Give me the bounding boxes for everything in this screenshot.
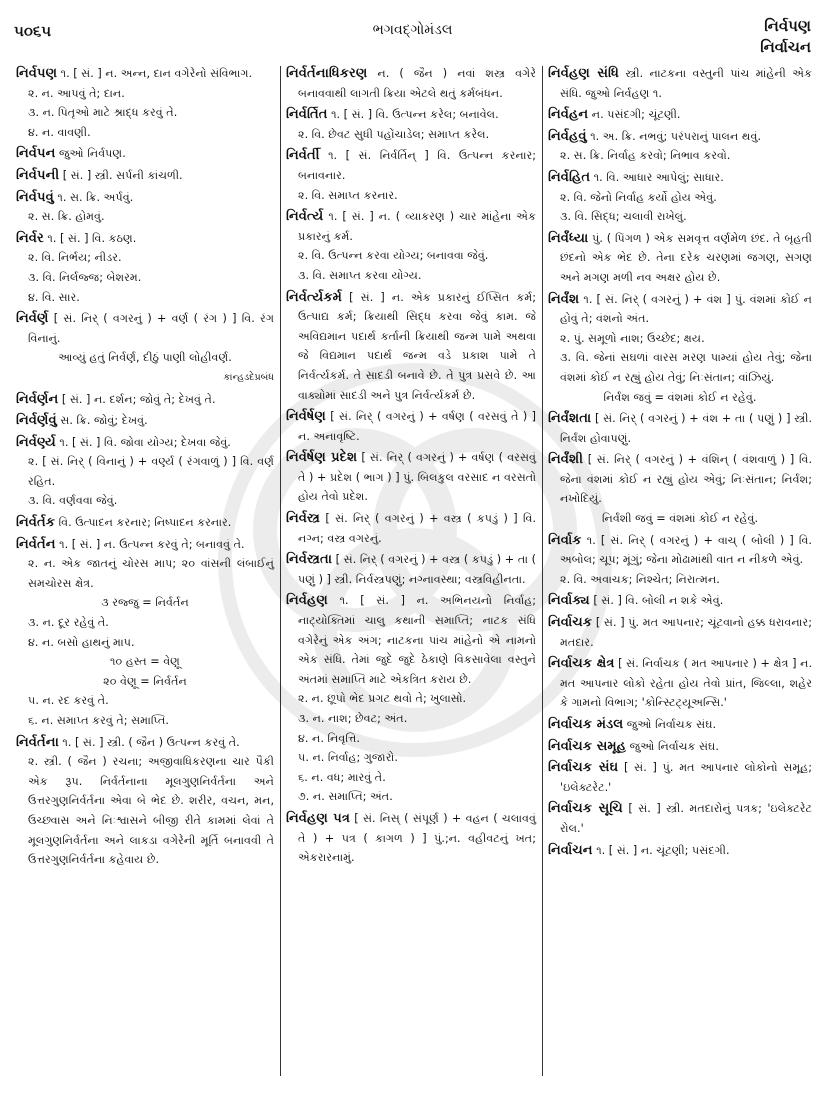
entry-first-line — [548, 613, 812, 652]
entry-definition: ૧. [ સં. નિર્ ( વગરનું ) + વંશ ] પું. વંશમાં કોઈ ન હોવું તે; વંશનો અંત. — [560, 292, 812, 326]
entry-first-line — [548, 715, 812, 735]
entry-headword: નિર્વસ્ત્રતા — [286, 552, 332, 568]
dictionary-entry — [16, 64, 274, 142]
entry-definition: ૧. [ સં. ] ન. ઉત્પન્ન કરવું તે; બનાવવું તે. — [59, 537, 245, 551]
entry-definition: [ સં. નિર્ ( વગરનું ) + વર્ષણ ( વરસવું તે ) + પ્રદેશ ( ભાગ ) ] પું. બિલકુલ વરસાદ ન વરસતો હોય તેવો પ્રદેશ. — [298, 451, 536, 504]
entry-headword: નિર્વાચન — [548, 842, 593, 858]
entry-sense: ૨. સ્ત્રી. ( જૈન ) રચના; અજીવાધિકરણના ચાર પૈકી એક રૂપ. નિર્વર્તનાના મૂલગુણનિર્વર્તના અને ઉત્તરગુણનિર્વર્તના એવા બે ભેદ છે. શરીર, વચન, મન, ઉચ્છ્વાસ અને નિઃશ્વાસને બીજી રીતે કામમાં લેવાં તે મૂલગુણનિર્વર્તના અને લાકડા વગેરેની મૂર્તિ બનાવવી તે ઉત્તરગુણનિર્વર્તના કહેવાય છે. — [28, 755, 274, 867]
entry-sense: ૨. વિ. છેવટ સુધી પહોંચાડેલ; સમાપ્ત કરેલ. — [298, 127, 490, 141]
entry-sense: ૩. ન. નાશ; છેવટ; અંત. — [298, 712, 408, 725]
entry-definition: [ સં. નિર્ ( વગરનું ) + વસ્ત્ર ( કપડું ) + તા ( પણું ) ] સ્ત્રી. નિર્વસ્ત્રપણું; નગ્નાવસ્થા; વસ્ત્રવિહીનતા. — [298, 553, 536, 586]
entry-first-line — [16, 535, 274, 555]
entry-headword: નિર્વંધ્યા — [548, 230, 589, 246]
entry-first-line — [548, 105, 812, 125]
entry-headword: નિર્વપન — [16, 146, 56, 162]
entry-definition: ૧. [ સં. નિર્ ( વગરનું ) + વાચ્ ( બોલી ) ] વિ. અબોલ; ચૂપ; મૂંગું; જેના મોઢામાંથી વાત ન નીકળે એવું. — [560, 533, 812, 567]
entry-headword: નિર્વર્તના — [16, 734, 59, 750]
entry-sense: ૩. ન. પિતૃઓ માટે શ્રાદ્ધ કરવું તે. — [28, 106, 178, 120]
entry-definition: જુઓ નિર્વાચક સંઘ. — [626, 718, 717, 731]
entry-sense: ૩. ન. દૂર રહેવું તે. — [28, 616, 109, 630]
entry-definition: ૧. [ સં. ] વિ. ઉત્પન્ન કરેલ; બનાવેલ. — [331, 108, 499, 122]
entry-first-line — [548, 531, 812, 570]
entry-headword: નિર્વર્ત્યકર્મ — [286, 289, 342, 305]
dictionary-entry — [286, 509, 536, 548]
entry-first-line — [16, 433, 274, 453]
entry-sense: ૨. ન. છૂપો ભેદ પ્રગટ થવો તે; ખુલાસો. — [298, 692, 467, 706]
entry-first-line — [286, 64, 536, 103]
entry-definition: [ સં. ] સ્ત્રી. સર્પની કાંચળી. — [62, 168, 183, 182]
entry-definition: [ સં. ] પું. મત આપનાર; ચૂંટવાનો હક્ક ધરાવનાર; મતદાર. — [560, 616, 812, 649]
dictionary-entry — [16, 188, 274, 227]
entry-headword: નિર્વંશી — [548, 452, 583, 468]
entry-headword: નિર્વર્ણ — [16, 311, 49, 327]
entry-definition: [ સં. નિર્ ( વગરનું ) + વંશ + તા ( પણું ) ] સ્ત્રી. નિર્વંશ હોવાપણું. — [560, 412, 812, 445]
entry-sense: ૨. વિ. ઉત્પન્ન કરવા યોગ્ય; બનાવવા જેવું. — [298, 249, 489, 263]
entry-sense: ૨. સ. ક્રિ. હોમવું. — [28, 210, 105, 224]
dictionary-entry — [286, 146, 536, 205]
entry-definition: [ સં. ] પું. મત આપનાર લોકોનો સમૂહ; 'ઇલેક્ટરેટ.' — [560, 761, 812, 794]
entry-first-line — [16, 144, 274, 164]
dictionary-entry — [286, 407, 536, 446]
entry-headword: નિર્વર્તી — [286, 148, 320, 164]
entry-sense: ૩. વિ. સિદ્ધ; ચલાવી રાખેલું. — [560, 210, 687, 224]
book-title: ભગવદ્ગોમંડલ — [372, 22, 453, 38]
dictionary-entry — [548, 127, 812, 166]
entry-definition: સ્ત્રી. નાટકના વસ્તુની પાંચ માંહેની એક સંધિ. જુઓ નિર્વહણ ૧. — [560, 67, 812, 100]
entry-sense: ૩. વિ. સમાપ્ત કરવા યોગ્ય. — [298, 268, 422, 282]
entry-sense: ૭. ન. સમાપ્તિ; અંત. — [298, 790, 393, 804]
entry-definition: [ સં. ] સ્ત્રી. મતદારોનું પત્રક; 'ઇલેક્ટરેટ રોલ.' — [560, 802, 813, 835]
dictionary-entry — [548, 654, 812, 713]
entry-headword: નિર્વર્ષણ — [286, 409, 326, 425]
column-3 — [548, 64, 812, 862]
entry-definition: સ. ક્રિ. જોવું; દેખવું. — [60, 414, 148, 428]
dictionary-entry — [16, 144, 274, 164]
entry-first-line — [286, 407, 536, 446]
entry-first-line — [286, 207, 536, 246]
entry-headword: નિર્વર્તનાધિકરણ — [286, 66, 368, 81]
dictionary-entry — [548, 841, 812, 861]
entry-first-line — [548, 841, 812, 861]
entry-definition: ૧. અ. ક્રિ. નભવું; પરંપરાનું પાલન થવું. — [590, 129, 761, 143]
entry-first-line — [16, 64, 274, 84]
entry-headword: નિર્વપની — [16, 167, 60, 183]
entry-headword: નિર્વહણ સંધિ — [548, 66, 619, 81]
dictionary-entry — [286, 550, 536, 589]
entry-first-line — [16, 733, 274, 753]
dictionary-entry — [16, 513, 274, 533]
entry-definition: વિ. ઉત્પાદન કરનાર; નિષ્પાદન કરનાર. — [58, 516, 232, 530]
entry-definition: ૧. [ સં. નિર્વર્તિન્ ] વિ. ઉત્પન્ન કરનાર; બનાવનાર. — [298, 149, 536, 182]
guide-words — [760, 16, 811, 58]
entry-first-line — [16, 229, 274, 249]
dictionary-entry — [286, 64, 536, 103]
entry-headword: નિર્વહિત — [548, 169, 591, 185]
entry-headword: નિર્વંશતા — [548, 411, 592, 427]
entry-first-line — [286, 550, 536, 589]
entry-first-line — [548, 127, 812, 147]
entry-definition: [ સં. ] વિ. બોલી ન શકે એવું. — [593, 594, 724, 608]
entry-first-line — [548, 229, 812, 288]
entry-definition: [ સં. ] ન. એક પ્રકારનું ઈપ્સિત કર્મ; ઉત્પાદ્ય કર્મ; ક્રિયાથી સિદ્ધ કરવા જેવું કામ. જે અવિદ્યમાન પદાર્થ કર્તાની ક્રિયાથી જન્મ પામે અથવા જે વિદ્યમાન પદાર્થ જન્મ વડે પ્રકાશ પામે તે નિર્વર્ત્યકર્મ. તે સાદડી બનાવે છે. તે પુત્ર પ્રસવે છે. આ વાક્યોમાં સાદડી અને પુત્ર નિર્વર્ત્યકર્મ છે. — [298, 290, 536, 402]
dictionary-entry — [548, 715, 812, 735]
dictionary-entry — [16, 535, 274, 731]
entry-idiom: નિર્વંશ જવું = વંશમાં કોઈ ન રહેવું. — [603, 390, 757, 404]
entry-definition: ન. ( જૈન ) નવાં શસ્ત્ર વગેરે બનાવવાથી લાગતી ક્રિયા એટલે થતું કર્મબંધન. — [298, 67, 536, 100]
entry-quotation: આવ્યું હતું નિર્વર્ણ, દીઠું પાણી લોહીવર્ણ. — [58, 351, 232, 365]
dictionary-entry — [548, 229, 812, 288]
entry-quotation-source: કાન્હડદેપ્રબંધ — [223, 371, 274, 383]
dictionary-entry — [548, 591, 812, 611]
entry-definition: [ સં. નિર્ ( વગરનું ) + વંશિન્ ( વંશવાળું ) ] વિ. જેના વંશમાં કોઈ ન રહ્યું હોય એવું; નિઃસંતાન; નિર્વંશ; નખોદિયું. — [560, 453, 812, 506]
entry-definition: ૧. [ સં. ] ન. ( વ્યાકરણ ) ચાર માંહેના એક પ્રકારનું કર્મ. — [298, 210, 536, 243]
entry-headword: નિર્વર્તક — [16, 515, 56, 531]
entry-definition: ૧. સ. ક્રિ. અર્પવું. — [57, 190, 134, 204]
entry-first-line — [548, 799, 812, 838]
entry-sense: ૨. પું. સમૂળો નાશ; ઉચ્છેદ; ક્ષય. — [560, 331, 705, 345]
entry-definition: ૧. [ સં. ] ન. અભિનયનો નિર્વાહ; નાટ્યોક્તિમાં ચાલુ કથાની સમાપ્તિ; નાટક સંધિ વગેરેનું એક અંગ; નાટકના પાંચ માંહેનો એ નામનો એક સંધિ. તેમાં જુદે જુદે ઠેકાણે વિકસાવેલા વસ્તુને અંતમાં સમાપ્તિ માટે એકત્રિત કરાય છે. — [298, 594, 537, 686]
entry-sense: ૬. ન. સમાપ્ત કરવું તે; સમાપ્તિ. — [28, 714, 169, 727]
entry-definition: ન. પસંદગી; ચૂંટણી. — [591, 108, 681, 122]
entry-sense: ૨. ન. એક જાતનું ચોરસ માપ; ૨૦ વાંસની લંબાઈનું સમચોરસ ક્ષેત્ર. — [28, 557, 274, 590]
entry-first-line — [286, 448, 536, 507]
entry-headword: નિર્વપણ — [16, 66, 58, 81]
entry-headword: નિર્વાચક સૂચિ — [548, 801, 623, 817]
entry-headword: નિર્વર્ણ્ય — [16, 434, 56, 450]
entry-headword: નિર્વહણ પત્ર — [286, 810, 350, 826]
column-1 — [16, 64, 274, 872]
dictionary-entry — [16, 733, 274, 870]
dictionary-entry — [548, 531, 812, 590]
entry-first-line — [548, 290, 812, 329]
entry-definition: [ સં. ] ન. દર્શન; જોવું તે; દેખવું તે. — [61, 392, 216, 406]
dictionary-entry — [16, 229, 274, 307]
entry-headword: નિર્વર — [16, 230, 44, 246]
dictionary-entry — [16, 433, 274, 511]
entry-idiom: ૨૦ વેણૂ = નિર્વર્તન — [103, 674, 187, 688]
dictionary-entry — [286, 105, 536, 144]
entry-headword: નિર્વર્તન — [16, 536, 56, 552]
entry-first-line — [548, 64, 812, 103]
entry-definition: ૧. [ સં. ] વિ. જોવા યોગ્ય; દેખવા જેવું. — [59, 435, 231, 449]
column-divider-2 — [542, 66, 543, 1076]
entry-first-line — [548, 168, 812, 188]
entry-sense: ૨. વિ. અવાચક; નિશ્ચેત; નિરાત્મન. — [560, 572, 720, 586]
entry-headword: નિર્વાચક સંઘ — [548, 760, 619, 776]
entry-first-line — [16, 188, 274, 208]
entry-headword: નિર્વપવું — [16, 189, 54, 205]
entry-headword: નિર્વર્તિત — [286, 107, 328, 123]
entry-sense: ૨. સ. ક્રિ. નિર્વાહ કરવો; નિભાવ કરવો. — [560, 149, 731, 163]
guide-word-first: નિર્વપણ — [764, 17, 811, 35]
dictionary-entry — [16, 390, 274, 410]
entry-definition: [ સં. નિસ્ ( સંપૂર્ણ ) + વહન ( ચલાવવું તે ) + પત્ર ( કાગળ ) ] પું.;ન. વહીવટનું ખત; એકરારનામું. — [298, 811, 536, 865]
entry-sense: ૪. ન. નિવૃત્તિ. — [298, 731, 360, 745]
entry-headword: નિર્વહણ — [286, 593, 328, 609]
entry-definition: [ સં. નિર્વાચક ( મત આપનાર ) + ક્ષેત્ર ] ન. મત આપનાર લોકો રહેતા હોય તેવો પ્રાંત, જિલ્લા, શહેર કે ગામનો વિભાગ; 'કોન્સ્ટિટ્યૂઅન્સિ.' — [560, 657, 813, 710]
column-divider-1 — [280, 66, 281, 1076]
entry-sense: ૬. ન. વધ; મારવું તે. — [298, 770, 386, 784]
entry-headword: નિર્વાચક ક્ષેત્ર — [548, 656, 615, 672]
entry-first-line — [286, 288, 536, 406]
dictionary-entry — [286, 448, 536, 507]
entry-definition: જુઓ નિર્વપણ. — [58, 147, 126, 161]
entry-headword: નિર્વહન — [548, 107, 589, 123]
entry-first-line — [16, 390, 274, 410]
entry-headword: નિર્વર્ત્ય — [286, 209, 324, 225]
entry-first-line — [286, 809, 536, 868]
dictionary-entry — [548, 758, 812, 797]
entry-headword: નિર્વાક — [548, 532, 582, 548]
entry-definition: [ સં. નિર્ ( વગરનું ) + વર્ણ ( રંગ ) ] વિ. રંગ વિનાનું. — [28, 312, 274, 345]
dictionary-entry — [286, 288, 536, 406]
entry-first-line — [286, 105, 536, 125]
entry-sense: ૩. વિ. નિર્લજ્જ; બેશરમ. — [28, 270, 142, 284]
entry-headword: નિર્વાચક — [548, 615, 593, 631]
dictionary-entry — [16, 309, 274, 387]
dictionary-entry — [548, 799, 812, 838]
entry-first-line — [548, 591, 812, 611]
entry-first-line — [548, 450, 812, 509]
dictionary-entry — [548, 168, 812, 227]
entry-sense: ૪. ન. બસો હાથનું માપ. — [28, 635, 135, 649]
entry-headword: નિર્વાચક મંડલ — [548, 717, 624, 732]
entry-sense: ૩. વિ. વર્ણવવા જેવું. — [28, 494, 118, 508]
entry-sense: ૪. ન. વાવણી. — [28, 125, 91, 139]
entry-sense: ૫. ન. નિર્વાહ; ગુજારો. — [298, 751, 398, 765]
page-number: ૫૦૬૫ — [14, 22, 52, 40]
entry-definition: જુઓ નિર્વાચક સંઘ. — [629, 739, 719, 753]
entry-sense: ૨. ન. આપવું તે; દાન. — [28, 86, 125, 100]
entry-headword: નિર્વંશ — [548, 291, 580, 307]
column-2 — [286, 64, 536, 870]
entry-definition: [ સં. નિર્ ( વગરનું ) + વસ્ત્ર ( કપડું ) ] વિ. નગ્ન; વસ્ત્ર વગરનું. — [298, 512, 536, 545]
entry-definition: પું. ( પિંગળ ) એક સમવૃત્ત વર્ણમેળ છંદ. તે બૃહતી છંદનો એક ભેદ છે. તેના દરેક ચરણમાં જગણ, સગણ અને મગણ મળી નવ અક્ષર હોય છે. — [560, 231, 812, 284]
dictionary-entry — [286, 207, 536, 285]
entry-definition: ૧. [ સં. ] ન. અન્ન, દાન વગેરેનો સંવિભાગ. — [60, 67, 253, 80]
entry-first-line — [548, 654, 812, 713]
dictionary-entry — [286, 591, 536, 807]
entry-definition: ૧. [ સં. ] સ્ત્રી. ( જૈન ) ઉત્પન્ન કરવું તે. — [62, 735, 240, 749]
entry-idiom: ૩ રજ્જુ = નિર્વર્તન — [101, 596, 189, 610]
dictionary-entry — [548, 290, 812, 408]
entry-first-line — [548, 737, 812, 757]
entry-definition: ૧. [ સં. ] વિ. કઠણ. — [47, 231, 137, 245]
entry-sense: ૨. વિ. નિર્ભય; નીડર. — [28, 251, 122, 265]
entry-sense: ૪. વિ. સાર. — [28, 290, 80, 304]
entry-sense: ૨. વિ. સમાપ્ત કરનાર. — [298, 188, 398, 202]
dictionary-entry — [548, 105, 812, 125]
page-header — [0, 0, 825, 62]
entry-definition: ૧. [ સં. ] ન. ચૂંટણી; પસંદગી. — [596, 843, 730, 857]
entry-headword: નિર્વહવું — [548, 128, 587, 144]
guide-word-last: નિર્વાચન — [760, 38, 811, 56]
entry-sense: ૨. [ સં. નિર્ ( વિનાનું ) + વર્ણ્ય ( રંગવાળું ) ] વિ. વર્ણ રહિત. — [28, 455, 274, 488]
dictionary-entry — [548, 737, 812, 757]
entry-headword: નિર્વર્ણવું — [16, 413, 57, 429]
entry-first-line — [286, 591, 536, 689]
entry-first-line — [286, 146, 536, 185]
dictionary-entry — [16, 166, 274, 186]
entry-idiom: ૧૦ હસ્ત = વેણૂ — [110, 655, 180, 669]
entry-first-line — [16, 411, 274, 431]
dictionary-entry — [548, 409, 812, 448]
entry-headword: નિર્વર્ષણ પ્રદેશ — [286, 450, 358, 466]
dictionary-entry — [548, 450, 812, 528]
entry-first-line — [548, 758, 812, 797]
dictionary-entry — [548, 64, 812, 103]
entry-headword: નિર્વાચક સમૂહ — [548, 738, 627, 754]
entry-sense: ૫. ન. રદ કરવું તે. — [28, 694, 109, 708]
entry-sense: ૨. વિ. જેનો નિર્વાહ કર્યો હોય એવું. — [560, 190, 717, 204]
entry-headword: નિર્વાક્ય — [548, 593, 590, 609]
entry-first-line — [16, 309, 274, 348]
entry-headword: નિર્વર્ણન — [16, 391, 59, 407]
entry-first-line — [286, 509, 536, 548]
dictionary-entry — [548, 613, 812, 652]
entry-definition: ૧. વિ. આધાર આપેલું; સાધાર. — [593, 170, 724, 184]
entry-idiom: નિર્વંશી જવું = વંશમાં કોઈ ન રહેવું. — [601, 512, 759, 526]
entry-definition: [ સં. નિર્ ( વગરનું ) + વર્ષણ ( વરસવું તે ) ] ન. અનાવૃષ્ટિ. — [298, 410, 536, 443]
dictionary-entry — [16, 411, 274, 431]
entry-headword: નિર્વસ્ત્ર — [286, 511, 321, 527]
dictionary-entry — [286, 809, 536, 868]
entry-first-line — [548, 409, 812, 448]
entry-first-line — [16, 513, 274, 533]
entry-sense: ૩. વિ. જેનાં સઘળાં વારસ મરણ પામ્યાં હોય તેવું; જેના વંશમાં કોઈ ન રહ્યું હોય તેવું; નિઃસંતાન; વાંઝિયું. — [560, 351, 812, 384]
entry-first-line — [16, 166, 274, 186]
